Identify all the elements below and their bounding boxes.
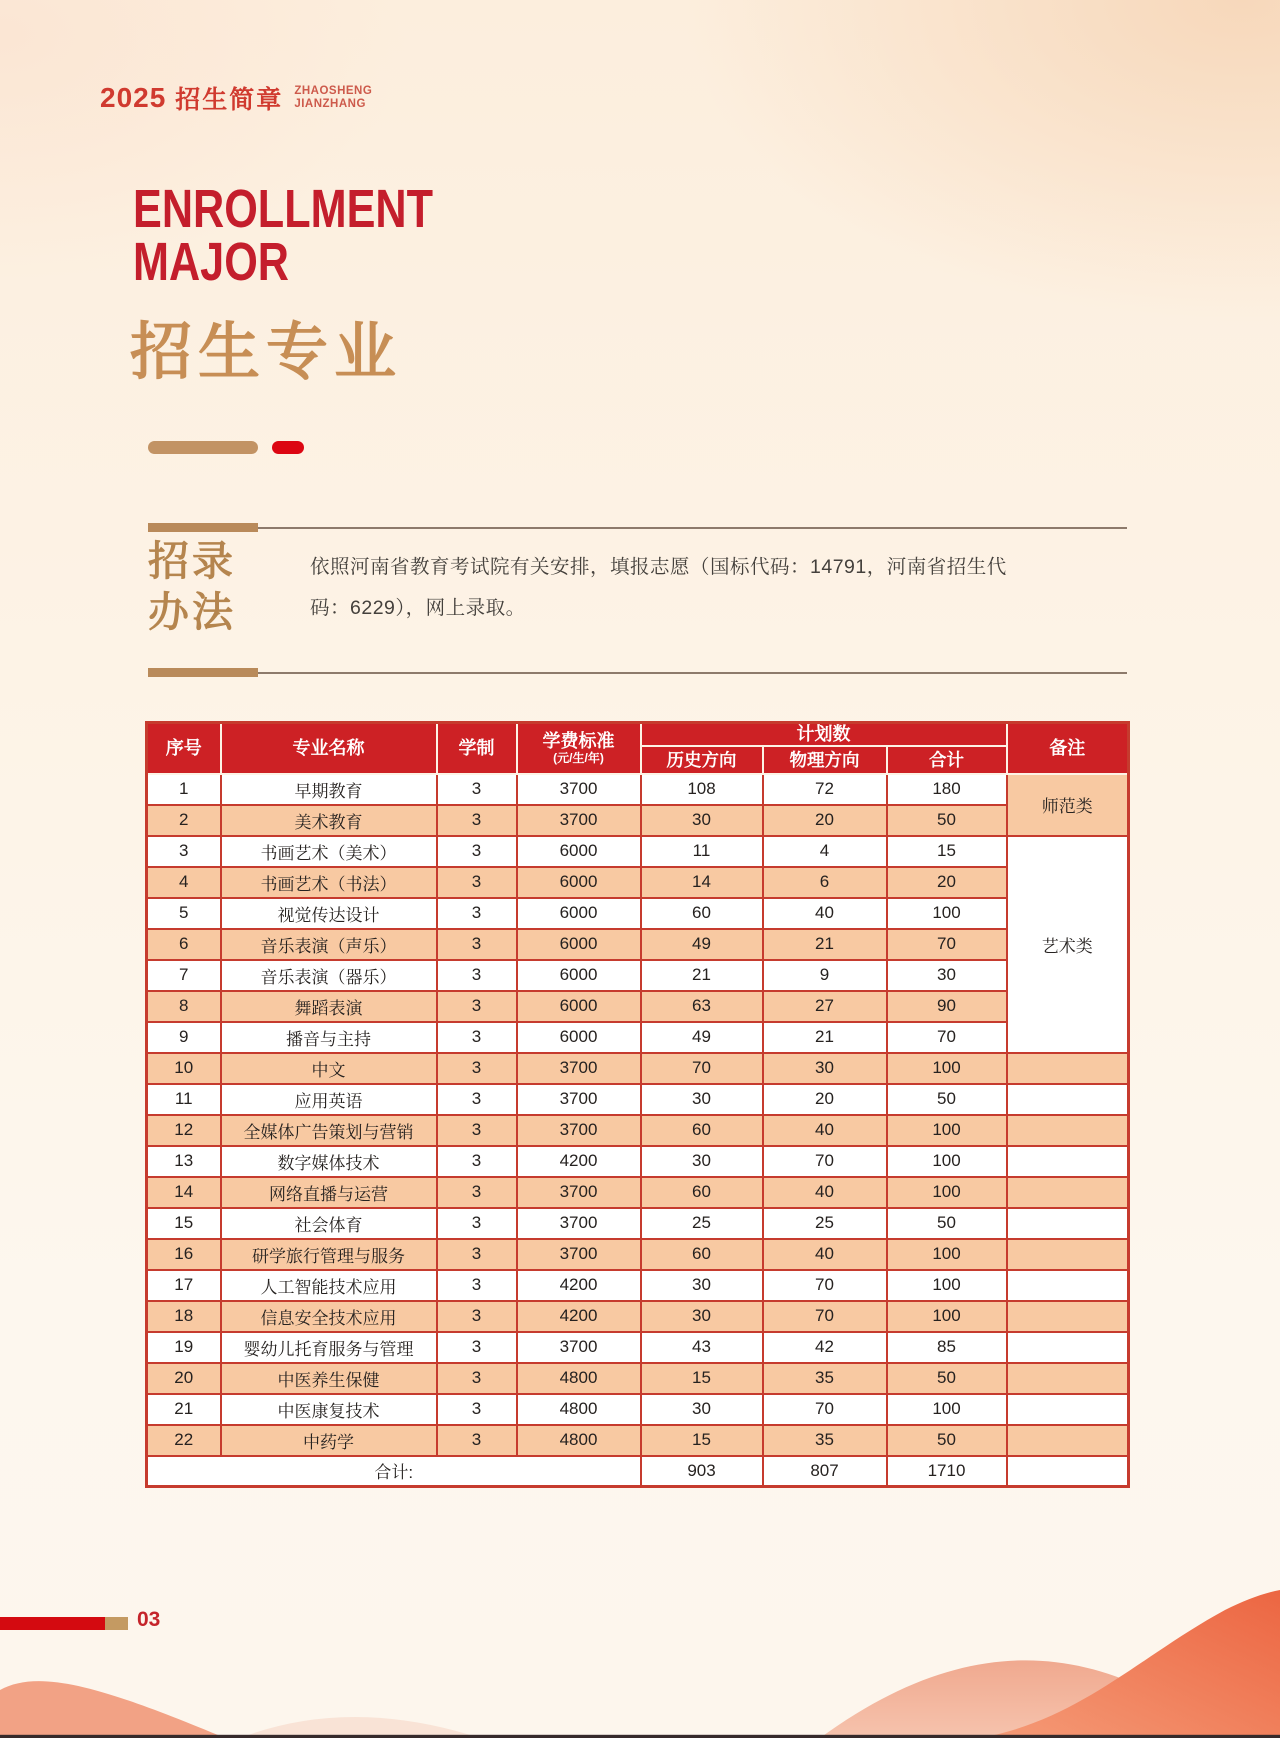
cell-remark: [1007, 1332, 1129, 1363]
cell-major: 美术教育: [221, 805, 437, 836]
cell-history: 25: [641, 1208, 763, 1239]
cell-total: 100: [887, 1394, 1007, 1425]
cell-history: 11: [641, 836, 763, 867]
table-row: [147, 1301, 1129, 1332]
cell-major: 早期教育: [221, 774, 437, 805]
cell-remark-group: 艺术类: [1007, 836, 1129, 1053]
cell-history: 63: [641, 991, 763, 1022]
cell-major: 音乐表演（声乐）: [221, 929, 437, 960]
cell-major: 研学旅行管理与服务: [221, 1239, 437, 1270]
cell-remark: [1007, 1115, 1129, 1146]
cell-years: 3: [437, 1425, 517, 1456]
header-major: 专业名称: [221, 723, 437, 774]
cell-years: 3: [437, 1270, 517, 1301]
cell-physics: 30: [763, 1053, 887, 1084]
cell-major: 中医养生保健: [221, 1363, 437, 1394]
cell-remark: [1007, 1363, 1129, 1394]
cell-remark: [1007, 1425, 1129, 1456]
table-row: [147, 929, 1129, 960]
cell-no: 5: [147, 898, 221, 929]
cell-fee: 3700: [517, 1208, 641, 1239]
total-history: 903: [641, 1456, 763, 1487]
cell-total: 100: [887, 1239, 1007, 1270]
brand-latin-line1: ZHAOSHENG: [294, 84, 373, 97]
cell-fee: 4800: [517, 1394, 641, 1425]
cell-history: 15: [641, 1363, 763, 1394]
cell-no: 6: [147, 929, 221, 960]
cell-history: 15: [641, 1425, 763, 1456]
cell-total: 70: [887, 929, 1007, 960]
table-row: [147, 1115, 1129, 1146]
cell-remark: [1007, 1394, 1129, 1425]
cell-major: 社会体育: [221, 1208, 437, 1239]
enrollment-table-body: [147, 774, 1129, 1487]
cell-total: 85: [887, 1332, 1007, 1363]
total-remark: [1007, 1456, 1129, 1487]
cell-years: 3: [437, 1022, 517, 1053]
cell-fee: 3700: [517, 1115, 641, 1146]
cell-history: 108: [641, 774, 763, 805]
cell-major: 婴幼儿托育服务与管理: [221, 1332, 437, 1363]
method-section-body: [310, 547, 1040, 629]
cell-total: 100: [887, 1146, 1007, 1177]
cell-physics: 40: [763, 1115, 887, 1146]
cell-fee: 3700: [517, 805, 641, 836]
total-sum: 1710: [887, 1456, 1007, 1487]
cell-fee: 6000: [517, 991, 641, 1022]
cell-years: 3: [437, 774, 517, 805]
cell-history: 49: [641, 1022, 763, 1053]
cell-years: 3: [437, 1363, 517, 1394]
cell-fee: 6000: [517, 836, 641, 867]
method-section-title: [148, 536, 236, 639]
cell-no: 15: [147, 1208, 221, 1239]
header-total: 合计: [887, 746, 1007, 774]
cell-physics: 35: [763, 1363, 887, 1394]
cell-major: 中药学: [221, 1425, 437, 1456]
cell-major: 数字媒体技术: [221, 1146, 437, 1177]
cell-fee: 4800: [517, 1425, 641, 1456]
cell-physics: 70: [763, 1146, 887, 1177]
cell-remark: [1007, 1239, 1129, 1270]
cell-no: 7: [147, 960, 221, 991]
cell-remark: [1007, 1084, 1129, 1115]
table-row: [147, 836, 1129, 867]
wave-hill-left: [0, 1681, 225, 1738]
cell-history: 21: [641, 960, 763, 991]
table-row: [147, 898, 1129, 929]
cell-total: 50: [887, 1425, 1007, 1456]
table-row: [147, 1177, 1129, 1208]
cell-major: 舞蹈表演: [221, 991, 437, 1022]
cell-physics: 35: [763, 1425, 887, 1456]
cell-physics: 40: [763, 1239, 887, 1270]
brand-latin-line2: JIANZHANG: [294, 98, 366, 110]
cell-remark: [1007, 1208, 1129, 1239]
cell-remark: [1007, 1270, 1129, 1301]
cell-history: 60: [641, 1177, 763, 1208]
cell-total: 50: [887, 805, 1007, 836]
cell-years: 3: [437, 805, 517, 836]
header-fee-main: 学费标准: [542, 730, 615, 751]
cell-remark-group: 师范类: [1007, 774, 1129, 836]
cell-years: 3: [437, 1239, 517, 1270]
brand-year: 2025: [100, 82, 167, 113]
header-years: 学制: [437, 723, 517, 774]
cell-no: 16: [147, 1239, 221, 1270]
cell-history: 60: [641, 1239, 763, 1270]
cell-fee: 4200: [517, 1270, 641, 1301]
method-title-line1: 招录: [148, 538, 236, 584]
cell-no: 20: [147, 1363, 221, 1394]
cell-remark: [1007, 1053, 1129, 1084]
page-title-en: [133, 179, 433, 292]
page-title-en-line1: ENROLLMENT: [133, 179, 433, 239]
cell-total: 100: [887, 1115, 1007, 1146]
cell-history: 60: [641, 1115, 763, 1146]
section-rule-bottom: [148, 668, 1127, 677]
cell-total: 100: [887, 1301, 1007, 1332]
title-underline-tan: [148, 441, 258, 454]
cell-total: 100: [887, 898, 1007, 929]
cell-remark: [1007, 1177, 1129, 1208]
table-row: [147, 1270, 1129, 1301]
page-number: 03: [137, 1608, 161, 1631]
cell-fee: 4200: [517, 1146, 641, 1177]
cell-years: 3: [437, 1146, 517, 1177]
cell-no: 22: [147, 1425, 221, 1456]
cell-physics: 6: [763, 867, 887, 898]
header-history: 历史方向: [641, 746, 763, 774]
cell-no: 19: [147, 1332, 221, 1363]
cell-years: 3: [437, 960, 517, 991]
cell-total: 50: [887, 1084, 1007, 1115]
cell-physics: 70: [763, 1301, 887, 1332]
method-title-line2: 办法: [148, 589, 236, 636]
cell-major: 应用英语: [221, 1084, 437, 1115]
table-row: [147, 774, 1129, 805]
cell-physics: 20: [763, 1084, 887, 1115]
table-row: [147, 960, 1129, 991]
cell-fee: 3700: [517, 1053, 641, 1084]
method-body-line1: 依照河南省教育考试院有关安排，填报志愿（国标代码：14791，河南省招生代: [310, 556, 1007, 578]
cell-fee: 3700: [517, 1239, 641, 1270]
cell-no: 17: [147, 1270, 221, 1301]
cell-major: 全媒体广告策划与营销: [221, 1115, 437, 1146]
total-label: 合计:: [147, 1456, 641, 1487]
cell-physics: 72: [763, 774, 887, 805]
table-header: [147, 723, 1129, 774]
brand-header: [100, 80, 372, 116]
cell-fee: 6000: [517, 929, 641, 960]
header-plan: 计划数: [641, 723, 1007, 746]
cell-physics: 21: [763, 929, 887, 960]
method-body-line2: 码：6229），网上录取。: [310, 597, 526, 619]
cell-fee: 3700: [517, 1332, 641, 1363]
cell-history: 30: [641, 1084, 763, 1115]
rule-line: [258, 527, 1127, 529]
cell-physics: 21: [763, 1022, 887, 1053]
cell-fee: 6000: [517, 898, 641, 929]
rule-line: [258, 672, 1127, 674]
rule-segment: [148, 668, 258, 677]
cell-history: 14: [641, 867, 763, 898]
table-row: [147, 1084, 1129, 1115]
cell-fee: 4200: [517, 1301, 641, 1332]
page-title-en-line2: MAJOR: [133, 231, 290, 292]
cell-no: 18: [147, 1301, 221, 1332]
cell-remark: [1007, 1301, 1129, 1332]
cell-no: 14: [147, 1177, 221, 1208]
cell-physics: 9: [763, 960, 887, 991]
cell-physics: 70: [763, 1270, 887, 1301]
cell-total: 50: [887, 1208, 1007, 1239]
cell-major: 人工智能技术应用: [221, 1270, 437, 1301]
cell-total: 180: [887, 774, 1007, 805]
cell-history: 30: [641, 1301, 763, 1332]
cell-fee: 6000: [517, 960, 641, 991]
cell-major: 播音与主持: [221, 1022, 437, 1053]
table-row: [147, 1146, 1129, 1177]
cell-fee: 3700: [517, 774, 641, 805]
cell-no: 2: [147, 805, 221, 836]
cell-total: 50: [887, 1363, 1007, 1394]
cell-physics: 40: [763, 898, 887, 929]
cell-major: 信息安全技术应用: [221, 1301, 437, 1332]
cell-fee: 3700: [517, 1084, 641, 1115]
cell-history: 60: [641, 898, 763, 929]
cell-total: 100: [887, 1177, 1007, 1208]
cell-no: 8: [147, 991, 221, 1022]
cell-years: 3: [437, 867, 517, 898]
cell-major: 中医康复技术: [221, 1394, 437, 1425]
cell-total: 20: [887, 867, 1007, 898]
cell-total: 100: [887, 1270, 1007, 1301]
table-row: [147, 1394, 1129, 1425]
cell-fee: 3700: [517, 1177, 641, 1208]
cell-fee: 6000: [517, 1022, 641, 1053]
cell-physics: 20: [763, 805, 887, 836]
cell-total: 30: [887, 960, 1007, 991]
cell-years: 3: [437, 1332, 517, 1363]
section-rule-top: [148, 523, 1127, 532]
cell-fee: 4800: [517, 1363, 641, 1394]
cell-years: 3: [437, 1053, 517, 1084]
cell-years: 3: [437, 1208, 517, 1239]
cell-total: 90: [887, 991, 1007, 1022]
brand-latin: [294, 85, 372, 111]
cell-years: 3: [437, 1115, 517, 1146]
cell-physics: 70: [763, 1394, 887, 1425]
cell-years: 3: [437, 929, 517, 960]
cell-total: 100: [887, 1053, 1007, 1084]
cell-no: 4: [147, 867, 221, 898]
cell-physics: 42: [763, 1332, 887, 1363]
cell-no: 12: [147, 1115, 221, 1146]
table-row: [147, 1332, 1129, 1363]
table-row: [147, 1053, 1129, 1084]
cell-major: 书画艺术（书法）: [221, 867, 437, 898]
cell-physics: 4: [763, 836, 887, 867]
cell-history: 43: [641, 1332, 763, 1363]
cell-history: 30: [641, 1394, 763, 1425]
cell-years: 3: [437, 836, 517, 867]
cell-history: 30: [641, 805, 763, 836]
rule-segment: [148, 523, 258, 532]
table-total-row: [147, 1456, 1129, 1487]
cell-major: 音乐表演（器乐）: [221, 960, 437, 991]
cell-years: 3: [437, 991, 517, 1022]
cell-history: 49: [641, 929, 763, 960]
cell-total: 15: [887, 836, 1007, 867]
cell-no: 21: [147, 1394, 221, 1425]
cell-physics: 40: [763, 1177, 887, 1208]
cell-history: 30: [641, 1146, 763, 1177]
cell-history: 30: [641, 1270, 763, 1301]
cell-remark: [1007, 1146, 1129, 1177]
cell-major: 网络直播与运营: [221, 1177, 437, 1208]
header-no: 序号: [147, 723, 221, 774]
cell-years: 3: [437, 1301, 517, 1332]
cell-fee: 6000: [517, 867, 641, 898]
brand-title: 招生简章: [175, 86, 284, 114]
cell-major: 中文: [221, 1053, 437, 1084]
cell-no: 1: [147, 774, 221, 805]
cell-years: 3: [437, 1177, 517, 1208]
header-fee-unit: (元/生/年): [553, 751, 604, 766]
cell-years: 3: [437, 898, 517, 929]
header-physics: 物理方向: [763, 746, 887, 774]
cell-no: 11: [147, 1084, 221, 1115]
enrollment-table-grid: [145, 721, 1130, 1488]
title-underline-red: [272, 441, 304, 454]
cell-major: 视觉传达设计: [221, 898, 437, 929]
header-remark: 备注: [1007, 723, 1129, 774]
cell-no: 9: [147, 1022, 221, 1053]
cell-no: 10: [147, 1053, 221, 1084]
cell-no: 13: [147, 1146, 221, 1177]
cell-physics: 25: [763, 1208, 887, 1239]
cell-total: 70: [887, 1022, 1007, 1053]
total-physics: 807: [763, 1456, 887, 1487]
enrollment-table: [145, 721, 1130, 1488]
table-row: [147, 991, 1129, 1022]
cell-years: 3: [437, 1084, 517, 1115]
table-row: [147, 1239, 1129, 1270]
table-row: [147, 867, 1129, 898]
bottom-waves-decoration: [0, 1538, 1280, 1738]
cell-no: 3: [147, 836, 221, 867]
cell-years: 3: [437, 1394, 517, 1425]
table-row: [147, 805, 1129, 836]
table-row: [147, 1425, 1129, 1456]
cell-physics: 27: [763, 991, 887, 1022]
table-row: [147, 1363, 1129, 1394]
page-title-zh: 招生专业: [130, 318, 403, 387]
header-fee: [517, 723, 641, 774]
table-row: [147, 1208, 1129, 1239]
cell-major: 书画艺术（美术）: [221, 836, 437, 867]
table-row: [147, 1022, 1129, 1053]
cell-history: 70: [641, 1053, 763, 1084]
